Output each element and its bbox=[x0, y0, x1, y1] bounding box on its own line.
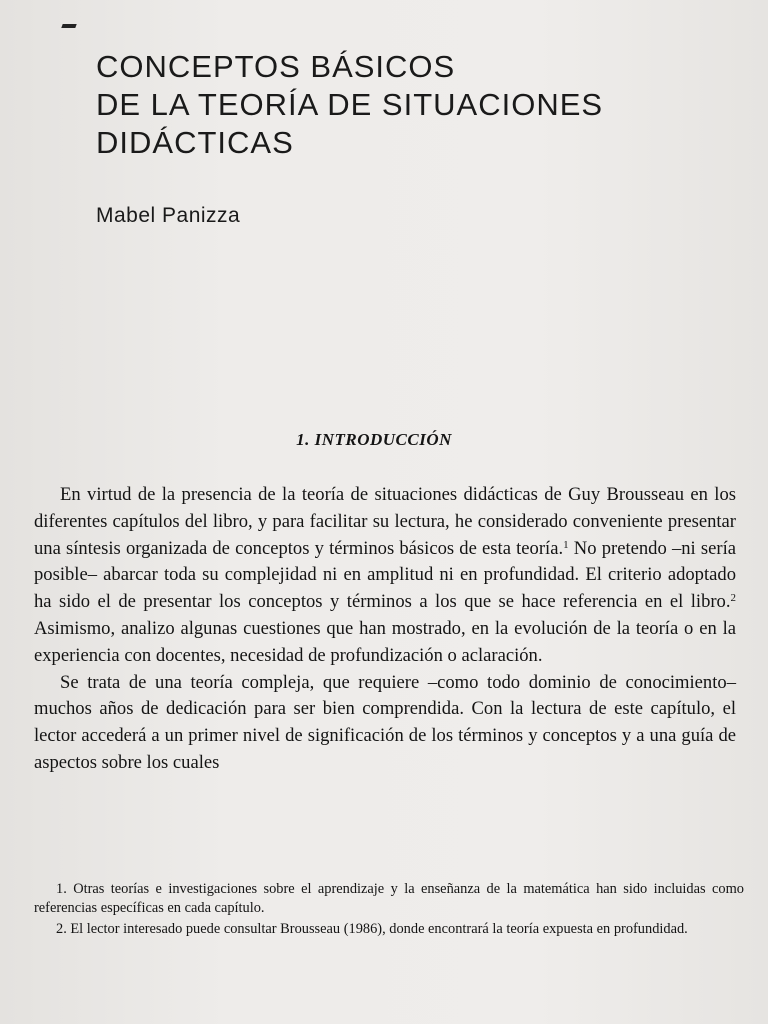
chapter-title bbox=[96, 48, 736, 162]
paragraph-1-text-a: En virtud de la presencia de la teoría de situaciones didácticas de Guy Brousseau en los diferentes capítulos del libro, y para facilitar su lectura, he considerado conveniente presentar una síntesis organizada de conceptos y términos básicos de esta teoría. bbox=[34, 484, 736, 559]
section-heading bbox=[0, 430, 768, 450]
chapter-author: Mabel Panizza bbox=[96, 204, 241, 227]
chapter-title-line-2: DE LA TEORÍA DE SITUACIONES bbox=[96, 87, 604, 122]
paragraph-2: Se trata de una teoría compleja, que requiere –como todo dominio de conocimiento– muchos años de dedicación para ser bien comprendida. Con la lectura de este capítulo, el lector accederá a un primer nivel de significación de los términos y conceptos y a una guía de aspectos sobre los cuales bbox=[34, 671, 736, 773]
body-text bbox=[34, 482, 736, 777]
footnote-ref-1: 1 bbox=[563, 538, 569, 551]
chapter-title-line-3: DIDÁCTICAS bbox=[96, 125, 294, 160]
footnote-1: 1. Otras teorías e investigaciones sobre el aprendizaje y la enseñanza de la matemática han sido incluidas como referencias específicas en cada capítulo. bbox=[34, 881, 744, 916]
paragraph-1-text-c: Asimismo, analizo algunas cuestiones que han mostrado, en la evolución de la teoría o en la experiencia con docentes, necesidad de profundización o aclaración. bbox=[34, 617, 736, 666]
section-heading-text: 1. INTRODUCCIÓN bbox=[296, 430, 452, 449]
paragraph-1-text-b: No pretendo –ni sería posible– abarcar toda su complejidad ni en amplitud ni en profundidad. El criterio adoptado ha sido el de presentar los conceptos y términos a los que se hace referencia en el libro. bbox=[34, 537, 736, 613]
footnotes bbox=[34, 880, 744, 941]
page-corner-mark bbox=[61, 24, 76, 28]
footnote-ref-2: 2 bbox=[730, 592, 736, 605]
footnote-2: 2. El lector interesado puede consultar Brousseau (1986), donde encontrará la teoría expuesta en profundidad. bbox=[56, 921, 688, 937]
chapter-title-line-1: CONCEPTOS BÁSICOS bbox=[96, 49, 456, 84]
paragraph-1 bbox=[34, 482, 736, 670]
